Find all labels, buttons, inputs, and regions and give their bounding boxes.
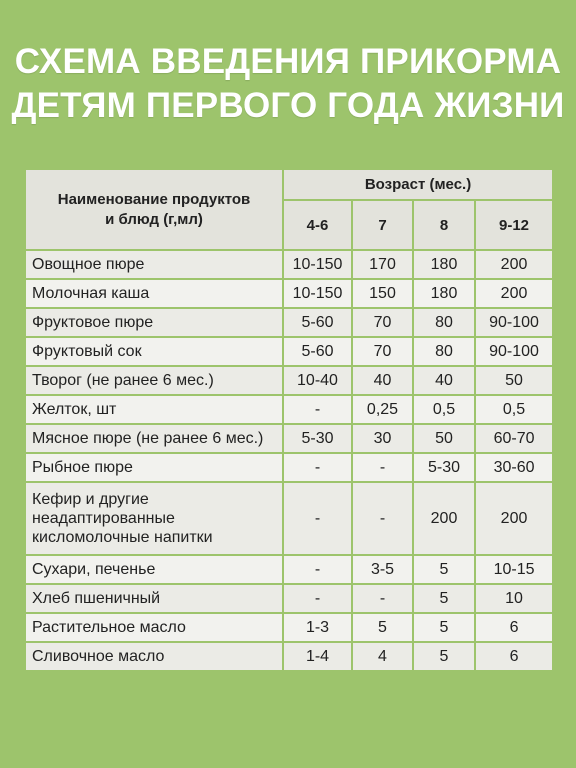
amount-cell: - <box>352 453 413 482</box>
amount-cell: 50 <box>475 366 553 395</box>
amount-cell: 200 <box>475 279 553 308</box>
age-column-header: 9-12 <box>475 200 553 250</box>
amount-cell: 6 <box>475 613 553 642</box>
amount-cell: - <box>283 555 352 584</box>
amount-cell: 80 <box>413 337 475 366</box>
product-name-cell: Рыбное пюре <box>25 453 283 482</box>
product-name-cell: Сухари, печенье <box>25 555 283 584</box>
table-row <box>25 395 553 424</box>
amount-cell: 0,25 <box>352 395 413 424</box>
amount-cell: 0,5 <box>475 395 553 424</box>
amount-cell: 10-150 <box>283 279 352 308</box>
table-row <box>25 584 553 613</box>
amount-cell: 5 <box>413 613 475 642</box>
product-name-cell: Мясное пюре (не ранее 6 мес.) <box>25 424 283 453</box>
table-row <box>25 308 553 337</box>
table-row <box>25 366 553 395</box>
table-body <box>25 250 553 671</box>
amount-cell: 30-60 <box>475 453 553 482</box>
amount-cell: 180 <box>413 250 475 279</box>
amount-cell: 90-100 <box>475 308 553 337</box>
product-name-cell: Фруктовый сок <box>25 337 283 366</box>
product-name-cell: Кефир и другие неадаптированные кисломолочные напитки <box>25 482 283 555</box>
amount-cell: 5-60 <box>283 308 352 337</box>
amount-cell: 5 <box>413 555 475 584</box>
title-line-1: СХЕМА ВВЕДЕНИЯ ПРИКОРМА <box>14 42 562 81</box>
product-name-cell: Хлеб пшеничный <box>25 584 283 613</box>
amount-cell: - <box>352 482 413 555</box>
page-title <box>0 40 576 128</box>
amount-cell: 5-30 <box>283 424 352 453</box>
amount-cell: 200 <box>475 250 553 279</box>
age-column-header: 8 <box>413 200 475 250</box>
amount-cell: 10 <box>475 584 553 613</box>
amount-cell: 5 <box>413 584 475 613</box>
amount-cell: - <box>283 584 352 613</box>
complementary-feeding-table <box>24 168 554 672</box>
amount-cell: 6 <box>475 642 553 671</box>
amount-cell: 3-5 <box>352 555 413 584</box>
product-name-header-line-2: и блюд (г,мл) <box>105 210 203 228</box>
amount-cell: 5 <box>352 613 413 642</box>
amount-cell: 200 <box>475 482 553 555</box>
product-name-cell: Растительное масло <box>25 613 283 642</box>
product-name-cell: Желток, шт <box>25 395 283 424</box>
table-row <box>25 555 553 584</box>
table-row <box>25 279 553 308</box>
product-name-cell: Овощное пюре <box>25 250 283 279</box>
amount-cell: 40 <box>352 366 413 395</box>
amount-cell: 10-40 <box>283 366 352 395</box>
product-name-header <box>25 169 283 250</box>
amount-cell: 30 <box>352 424 413 453</box>
table-row <box>25 613 553 642</box>
amount-cell: 1-4 <box>283 642 352 671</box>
amount-cell: 60-70 <box>475 424 553 453</box>
table-row <box>25 424 553 453</box>
product-name-cell: Молочная каша <box>25 279 283 308</box>
amount-cell: 5 <box>413 642 475 671</box>
title-line-2: ДЕТЯМ ПЕРВОГО ГОДА ЖИЗНИ <box>11 86 565 125</box>
amount-cell: - <box>283 395 352 424</box>
product-name-cell: Фруктовое пюре <box>25 308 283 337</box>
amount-cell: 40 <box>413 366 475 395</box>
amount-cell: 90-100 <box>475 337 553 366</box>
amount-cell: 1-3 <box>283 613 352 642</box>
age-column-header: 4-6 <box>283 200 352 250</box>
amount-cell: 170 <box>352 250 413 279</box>
amount-cell: 80 <box>413 308 475 337</box>
age-header: Возраст (мес.) <box>283 169 553 200</box>
table-row <box>25 482 553 555</box>
product-name-header-line-1: Наименование продуктов <box>57 190 251 208</box>
amount-cell: 0,5 <box>413 395 475 424</box>
amount-cell: 200 <box>413 482 475 555</box>
amount-cell: - <box>283 482 352 555</box>
amount-cell: 5-30 <box>413 453 475 482</box>
product-name-cell: Сливочное масло <box>25 642 283 671</box>
table-row <box>25 250 553 279</box>
amount-cell: 10-150 <box>283 250 352 279</box>
table-row <box>25 453 553 482</box>
amount-cell: 4 <box>352 642 413 671</box>
amount-cell: 70 <box>352 308 413 337</box>
amount-cell: 50 <box>413 424 475 453</box>
amount-cell: - <box>352 584 413 613</box>
table-row <box>25 642 553 671</box>
amount-cell: 180 <box>413 279 475 308</box>
amount-cell: 10-15 <box>475 555 553 584</box>
amount-cell: - <box>283 453 352 482</box>
amount-cell: 150 <box>352 279 413 308</box>
product-name-cell: Творог (не ранее 6 мес.) <box>25 366 283 395</box>
age-column-header: 7 <box>352 200 413 250</box>
amount-cell: 70 <box>352 337 413 366</box>
table-row <box>25 337 553 366</box>
amount-cell: 5-60 <box>283 337 352 366</box>
